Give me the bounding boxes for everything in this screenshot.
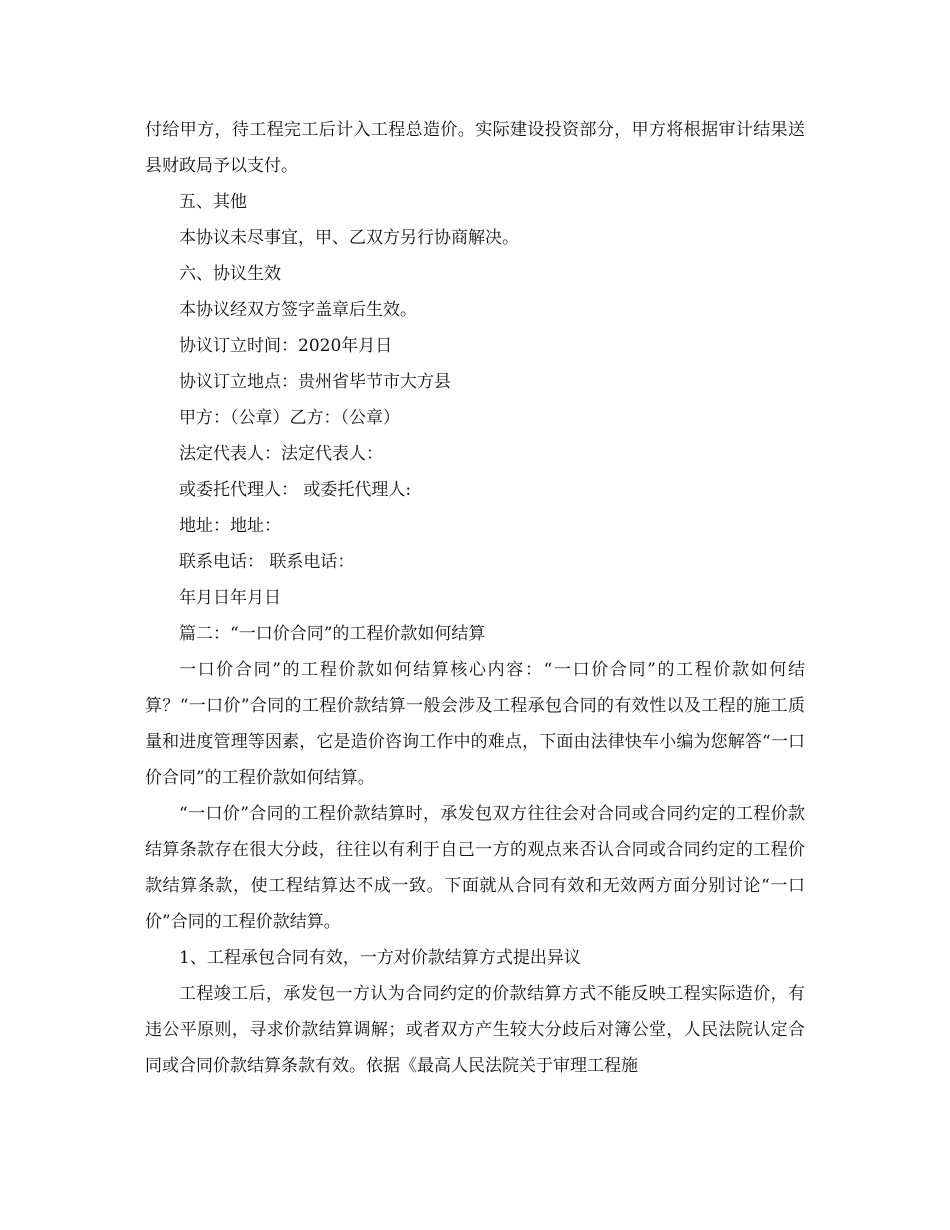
legal-representative: 法定代表人：法定代表人： (179, 444, 383, 464)
signing-place: 协议订立地点：贵州省毕节市大方县 (179, 372, 451, 392)
paragraph-other: 本协议未尽事宜，甲、乙双方另行协商解决。 (179, 228, 519, 248)
heading-other: 五、其他 (179, 192, 247, 212)
section-title-part-two: 篇二：“一口价合同”的工程价款如何结算 (179, 624, 486, 644)
document-page (145, 112, 805, 1084)
signing-date: 协议订立时间：2020年月日 (179, 336, 393, 356)
parties-seal: 甲方：（公章）乙方：（公章） (179, 408, 400, 428)
paragraph-effective: 本协议经双方签字盖章后生效。 (179, 300, 417, 320)
contact-phone: 联系电话： 联系电话： (179, 552, 355, 572)
authorized-agent: 或委托代理人： 或委托代理人: (179, 480, 412, 500)
subheading-valid-contract: 1、工程承包合同有效，一方对价款结算方式提出异议 (179, 948, 581, 968)
signature-dates: 年月日年月日 (179, 588, 281, 608)
paragraph-payment: 付给甲方，待工程完工后计入工程总造价。实际建设投资部分，甲方将根据审计结果送县财政局予以支付。 (145, 120, 805, 176)
address: 地址：地址： (179, 516, 281, 536)
paragraph-valid-contract: 工程竣工后，承发包一方认为合同约定的价款结算方式不能反映工程实际造价，有违公平原则，寻求价款结算调解；或者双方产生较大分歧后对簿公堂，人民法院认定合同或合同价款结算条款有效。依据《最高人民法院关于审理工程施 (145, 984, 805, 1076)
paragraph-intro: 一口价合同”的工程价款如何结算核心内容：“一口价合同”的工程价款如何结算？“一口价”合同的工程价款结算一般会涉及工程承包合同的有效性以及工程的施工质量和进度管理等因素，它是造价咨询工作中的难点，下面由法律快车小编为您解答“一口价合同”的工程价款如何结算。 (145, 660, 805, 788)
heading-effective: 六、协议生效 (179, 264, 281, 284)
paragraph-disputes: “一口价”合同的工程价款结算时，承发包双方往往会对合同或合同约定的工程价款结算条款存在很大分歧，往往以有利于自己一方的观点来否认合同或合同约定的工程价款结算条款，使工程结算达不成一致。下面就从合同有效和无效两方面分别讨论“一口价”合同的工程价款结算。 (145, 804, 805, 932)
